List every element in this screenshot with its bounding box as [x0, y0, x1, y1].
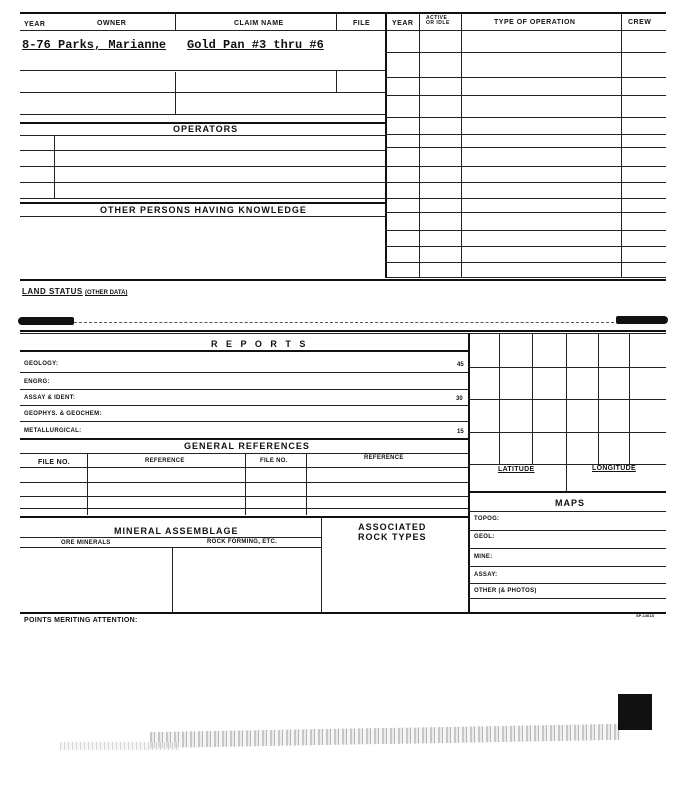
report-engrg: ENGRG: [24, 379, 50, 385]
right-row-line [385, 246, 666, 247]
map-geol: GEOL: [474, 534, 495, 540]
right-row-line [385, 277, 666, 278]
operators-title: OPERATORS [173, 124, 239, 134]
row-line [20, 537, 321, 538]
header-rule [20, 30, 666, 31]
general-references-title: GENERAL REFERENCES [184, 441, 310, 451]
form-number: SP-14618 [636, 613, 654, 618]
bottom-rule [20, 612, 666, 614]
land-status-line [74, 322, 614, 323]
right-row-line [385, 117, 666, 118]
row-line [20, 421, 468, 422]
grid-line [468, 432, 666, 433]
report-metallurgical-num: 15 [457, 429, 464, 435]
scan-noise [60, 742, 180, 750]
ref-col-file-2: FILE NO. [260, 458, 288, 464]
col-divider [87, 453, 88, 515]
row-line [20, 482, 468, 483]
report-geophys: GEOPHYS. & GEOCHEM: [24, 411, 102, 417]
col-divider [54, 135, 55, 199]
map-topog: TOPOG: [474, 516, 500, 522]
row-line [20, 508, 468, 509]
maps-title: MAPS [555, 498, 586, 508]
row-line [20, 182, 385, 183]
right-row-line [385, 134, 666, 135]
col-active-idle: ACTIVE OR IDLE [426, 15, 450, 26]
scan-noise [150, 724, 620, 748]
col-divider [336, 14, 337, 30]
report-geology: GEOLOGY: [24, 361, 59, 367]
report-geology-num: 45 [457, 362, 464, 368]
report-assay-num: 30 [456, 396, 463, 402]
longitude-label: LONGITUDE [592, 465, 636, 472]
row-line [20, 547, 321, 548]
row-line [468, 548, 666, 549]
row-line [20, 438, 468, 440]
col-divider [306, 453, 307, 515]
ref-col-ref-2: REFERENCE [364, 455, 404, 461]
row-line [20, 198, 385, 199]
row-line [468, 583, 666, 584]
right-row-line [385, 77, 666, 78]
row-line [20, 496, 468, 497]
maps-rule [468, 491, 666, 493]
row-line [20, 135, 385, 136]
row-line [468, 511, 666, 512]
reports-top-rule [20, 330, 666, 332]
row-line [20, 405, 468, 406]
col-file: FILE [353, 20, 371, 27]
row-line [20, 150, 385, 151]
col-divider [461, 14, 462, 278]
other-persons-title: OTHER PERSONS HAVING KNOWLEDGE [100, 205, 307, 215]
col-year: YEAR [24, 21, 46, 28]
row-line [20, 372, 468, 373]
col-owner: OWNER [97, 20, 127, 27]
reports-title: R E P O R T S [211, 339, 309, 349]
col-claim-name: CLAIM NAME [234, 20, 284, 27]
row-line [20, 92, 385, 93]
row-line [20, 114, 385, 115]
col-divider [419, 14, 420, 278]
mineral-col-ore: ORE MINERALS [61, 540, 111, 546]
col-divider [175, 72, 176, 114]
entry-year-owner [22, 38, 166, 52]
top-rule [20, 12, 666, 14]
reports-rule [20, 350, 468, 352]
latitude-label: LATITUDE [498, 466, 535, 473]
col-year-2: YEAR [392, 20, 414, 27]
right-row-line [385, 52, 666, 53]
entry-owner-text: 8-76 Parks, Marianne [22, 38, 167, 52]
land-status-sub: (OTHER DATA) [85, 290, 128, 296]
ref-col-ref-1: REFERENCE [145, 458, 185, 464]
land-status-title: LAND STATUS [22, 287, 83, 296]
ref-col-file-1: FILE NO. [38, 459, 70, 466]
right-row-line [385, 95, 666, 96]
right-row-line [385, 198, 666, 199]
col-divider [245, 453, 246, 515]
right-row-line [385, 166, 666, 167]
associated-rock-types-title: ASSOCIATED ROCK TYPES [358, 522, 427, 542]
col-divider [175, 14, 176, 30]
row-line [468, 598, 666, 599]
grid-line [468, 367, 666, 368]
land-status-heading [22, 287, 127, 296]
scan-artifact [616, 316, 668, 324]
row-line [468, 530, 666, 531]
row-line [20, 166, 385, 167]
col-type-operation: TYPE OF OPERATION [494, 19, 576, 26]
reports-divider [468, 333, 470, 613]
right-row-line [385, 262, 666, 263]
right-row-line [385, 182, 666, 183]
col-divider [336, 70, 337, 92]
points-meriting-attention: POINTS MERITING ATTENTION: [24, 617, 138, 624]
other-persons-rule [20, 202, 385, 204]
col-divider [621, 14, 622, 278]
mineral-col-rock: ROCK FORMING, ETC. [207, 539, 278, 545]
grid-line [566, 333, 567, 491]
land-status-top-rule [20, 279, 666, 281]
row-line [20, 389, 468, 390]
map-mine: MINE: [474, 554, 493, 560]
row-line [20, 467, 468, 468]
map-other: OTHER (& PHOTOS) [474, 588, 537, 594]
right-row-line [385, 230, 666, 231]
mineral-rule [20, 516, 468, 518]
col-divider [321, 516, 322, 613]
report-assay: ASSAY & IDENT: [24, 395, 76, 401]
row-line [20, 70, 385, 71]
entry-claim-text: Gold Pan #3 thru #6 [187, 38, 324, 52]
col-crew: CREW [628, 19, 652, 26]
grid-line [468, 399, 666, 400]
scan-artifact-block [618, 694, 652, 730]
map-assay: ASSAY: [474, 572, 498, 578]
right-row-line [385, 147, 666, 148]
mineral-assemblage-title: MINERAL ASSEMBLAGE [114, 526, 239, 536]
scan-artifact [18, 317, 74, 325]
report-metallurgical: METALLURGICAL: [24, 428, 82, 434]
row-line [20, 216, 385, 217]
entry-claim-name [187, 38, 324, 52]
row-line [468, 566, 666, 567]
reports-top-rule-2 [20, 333, 666, 334]
col-divider [172, 547, 173, 613]
right-row-line [385, 212, 666, 213]
grid-line [468, 464, 666, 465]
